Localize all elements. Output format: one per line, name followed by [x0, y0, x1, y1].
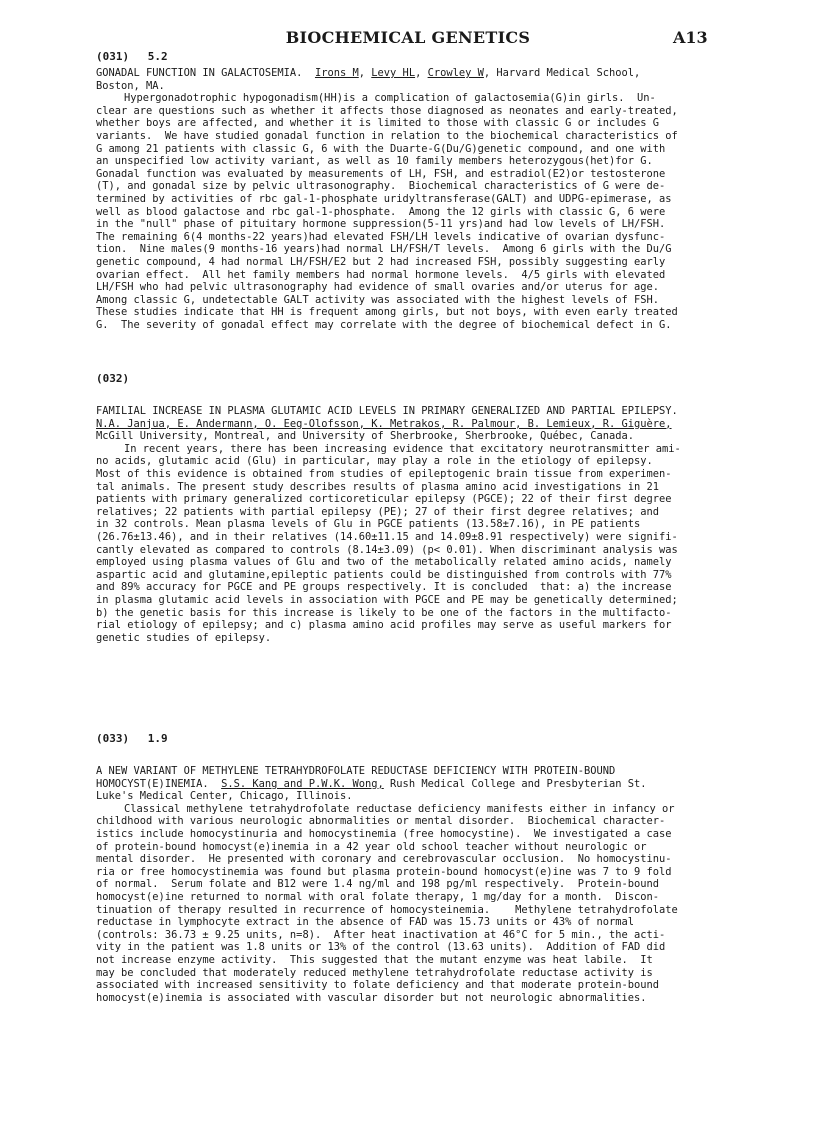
abstract-section: 5.2 [147, 50, 168, 63]
abstract-title-line [96, 778, 708, 791]
body-line: tinuation of therapy resulted in recurrence of homocysteinemia. Methylene tetrahydrofolate [96, 903, 678, 916]
body-line: an unspecified low activity variant, as well as 10 family members heterozygous(het)for G. [96, 155, 653, 168]
abstract-body [96, 803, 708, 1005]
body-line: patients with primary generalized corticoreticular epilepsy (PGCE); 22 of their first degree [96, 493, 672, 506]
body-line: cantly elevated as compared to controls (8.14±3.09) (p< 0.01). When discriminant analysis was [96, 543, 678, 556]
abstract-code: (033) [96, 732, 130, 745]
body-line: genetic compound, 4 had normal LH/FSH/E2 but 2 had increased FSH, possibly suggesting early [96, 255, 666, 268]
body-line: (controls: 36.73 ± 9.25 units, n=8). After heat inactivation at 46°C for 5 min., the acti- [96, 928, 666, 941]
abstract-section: 1.9 [147, 732, 168, 745]
body-line: well as blood galactose and rbc gal-1-phosphate. Among the 12 girls with classic G, 6 were [96, 205, 666, 218]
body-line: vity in the patient was 1.8 units or 13% of the control (13.63 units). Addition of FAD did [96, 941, 666, 954]
body-line: (26.76±13.46), and in their relatives (14.60±11.15 and 14.09±8.91 respectively) were signifi- [96, 530, 678, 543]
body-line: The remaining 6(4 months-22 years)had elevated FSH/LH levels indicative of ovarian dysfunc- [96, 230, 666, 243]
body-line: ovarian effect. All het family members had normal hormone levels. 4/5 girls with elevated [96, 268, 666, 281]
section-title: BIOCHEMICAL GENETICS [285, 28, 531, 47]
abstract-title: A NEW VARIANT OF METHYLENE TETRAHYDROFOLATE REDUCTASE DEFICIENCY WITH PROTEIN-BOUND [96, 765, 616, 777]
author: Irons M [314, 67, 359, 79]
abstract-title: FAMILIAL INCREASE IN PLASMA GLUTAMIC ACID LEVELS IN PRIMARY GENERALIZED AND PARTIAL EPILEPSY. [96, 405, 678, 417]
body-line: reductase in lymphocyte extract in the absence of FAD was 15.73 units or 43% of normal [96, 916, 634, 929]
body-line: istics include homocystinuria and homocystinemia (free homocystine). We investigated a case [96, 827, 672, 840]
affiliation-line: Luke's Medical Center, Chicago, Illinois. [96, 790, 353, 803]
body-line: employed using plasma values of Glu and two of the metabolically related amino acids, namely [96, 556, 672, 569]
body-line: and 89% accuracy for PGCE and PE groups respectively. It is concluded that: a) the increase [96, 581, 672, 594]
abstract-032 [96, 373, 708, 644]
body-line: Among classic G, undetectable GALT activity was associated with the highest levels of FSH. [96, 293, 660, 306]
body-line: b) the genetic basis for this increase is likely to be one of the factors in the multifacto- [96, 606, 672, 619]
author: Levy HL [371, 67, 416, 79]
abstract-title-line: GONADAL FUNCTION IN GALACTOSEMIA. Irons M, Levy HL, Crowley W, Harvard Medical School, [96, 67, 641, 79]
abstract-031 [96, 51, 708, 331]
body-line: LH/FSH who had pelvic ultrasonography had evidence of small ovaries and/or uterus for age. [96, 281, 660, 294]
body-line: may be concluded that moderately reduced methylene tetrahydrofolate reductase activity is [96, 966, 653, 979]
affiliation: Rush Medical College and Presbyterian St. [390, 777, 647, 790]
body-line: in 32 controls. Mean plasma levels of Glu in PGCE patients (13.58±7.16), in PE patients [96, 518, 641, 531]
abstract-code: (032) [96, 372, 130, 385]
abstract-title-cont: HOMOCYST(E)INEMIA. [96, 777, 209, 790]
body-line: Hypergonadotrophic hypogonadism(HH)is a complication of galactosemia(G)in girls. Un- [124, 92, 656, 105]
body-line: in plasma glutamic acid levels in association with PGCE and PE may be genetically determined; [96, 593, 678, 606]
abstract-body [96, 443, 708, 645]
body-line: rial etiology of epilepsy; and c) plasma amino acid profiles may serve as useful markers for [96, 619, 672, 632]
body-line: G among 21 patients with classic G, 6 with the Duarte-G(Du/G)genetic compound, and one with [96, 142, 666, 155]
body-line: mental disorder. He presented with coronary and cerebrovascular occlusion. No homocystinu- [96, 853, 672, 866]
body-line: in the "null" phase of pituitary hormone suppression(5-11 yrs)and had low levels of LH/FSH. [96, 218, 666, 231]
affiliation-line: Boston, MA. [96, 79, 165, 92]
body-line: of protein-bound homocyst(e)inemia in a 42 year old school teacher without neurologic or [96, 840, 647, 853]
affiliation: Harvard Medical School, [496, 67, 641, 79]
body-line: G. The severity of gonadal effect may correlate with the degree of biochemical defect in G. [96, 318, 672, 331]
body-line: genetic studies of epilepsy. [96, 631, 272, 644]
body-line: of normal. Serum folate and B12 were 1.4 ng/ml and 198 pg/ml respectively. Protein-bound [96, 878, 660, 891]
abstract-header [96, 733, 708, 749]
body-line: not increase enzyme activity. This suggested that the mutant enzyme was heat labile. It [96, 953, 653, 966]
body-line: homocyst(e)ine returned to normal with oral folate therapy, 1 mg/day for a month. Discon- [96, 890, 660, 903]
body-line: Gonadal function was evaluated by measurements of LH, FSH, and estradiol(E2)or testosterone [96, 167, 666, 180]
body-line: homocyst(e)inemia is associated with vascular disorder but not neurologic abnormalities. [96, 991, 647, 1004]
body-line: associated with increased sensitivity to folate deficiency and that moderate protein-bound [96, 979, 660, 992]
body-line: no acids, glutamic acid (Glu) in particular, may play a role in the etiology of epilepsy. [96, 455, 653, 468]
body-line: (T), and gonadal size by pelvic ultrasonography. Biochemical characteristics of G were de- [96, 180, 666, 193]
page-number: A13 [673, 28, 708, 47]
page-header [0, 28, 816, 48]
body-line: tion. Nine males(9 months-16 years)had normal LH/FSH/T levels. Among 6 girls with the Du/G [96, 243, 672, 256]
abstract-body [96, 92, 708, 331]
spacer [96, 389, 708, 405]
abstract-code: (031) [96, 50, 130, 63]
affiliation-line: McGill University, Montreal, and University of Sherbrooke, Sherbrooke, Québec, Canada. [96, 430, 634, 443]
body-line: clear are questions such as whether it affects those diagnosed as neonates and early-treated, [96, 104, 678, 117]
abstract-header [96, 373, 708, 389]
abstract-authors: N.A. Janjua, E. Andermann, O. Eeg-Olofsson, K. Metrakos, R. Palmour, B. Lemieux, R. Giguère, [96, 417, 672, 430]
spacer [96, 749, 708, 765]
abstract-title: GONADAL FUNCTION IN GALACTOSEMIA. [96, 67, 303, 79]
body-line: aspartic acid and glutamine,epileptic patients could be distinguished from controls with 77% [96, 568, 672, 581]
body-line: These studies indicate that HH is frequent among girls, but not boys, with even early treated [96, 306, 678, 319]
body-line: ria or free homocystinemia was found but plasma protein-bound homocyst(e)ine was 7 to 9 fold [96, 865, 672, 878]
body-line: childhood with various neurologic abnormalities or mental disorder. Biochemical character- [96, 815, 666, 828]
body-line: Classical methylene tetrahydrofolate reductase deficiency manifests either in infancy or [124, 802, 675, 815]
body-line: variants. We have studied gonadal function in relation to the biochemical characteristics of [96, 129, 678, 142]
body-line: termined by activities of rbc gal-1-phosphate uridyltransferase(GALT) and UDPG-epimerase, as [96, 192, 672, 205]
abstract-authors: S.S. Kang and P.W.K. Wong, [221, 777, 384, 790]
author: Crowley W [427, 67, 484, 79]
abstract-header [96, 51, 708, 67]
body-line: whether boys are affected, and whether it is limited to those with classic G or includes G [96, 117, 660, 130]
body-line: tal animals. The present study describes results of plasma amino acid investigations in 21 [96, 480, 660, 493]
body-line: relatives; 22 patients with partial epilepsy (PE); 27 of their first degree relatives; and [96, 505, 660, 518]
body-line: In recent years, there has been increasing evidence that excitatory neurotransmitter ami- [124, 442, 681, 455]
abstract-033 [96, 733, 708, 1004]
body-line: Most of this evidence is obtained from studies of epileptogenic brain tissue from experimen- [96, 467, 672, 480]
